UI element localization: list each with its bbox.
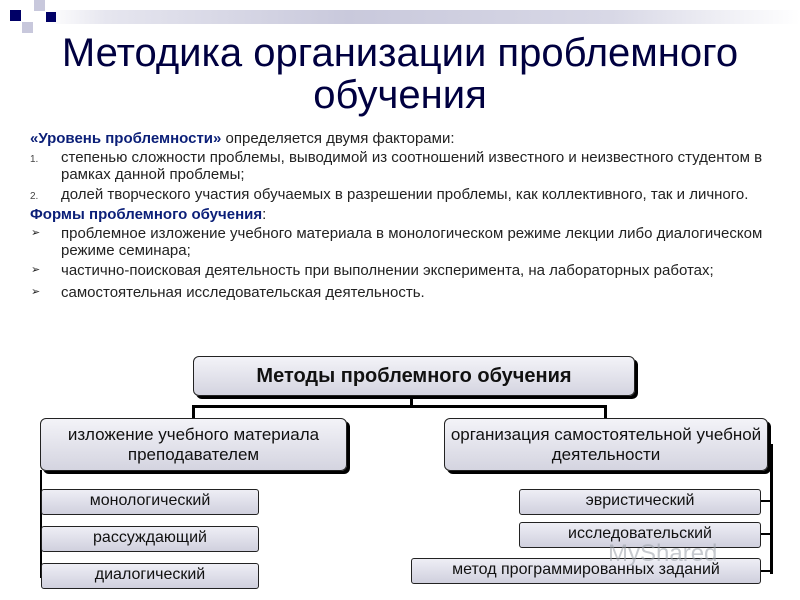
arrow-bullet-icon: ➢ — [31, 286, 41, 298]
left-trunk-line — [40, 470, 42, 578]
method-monological: монологический — [41, 489, 259, 515]
teacher-presentation-box: изложение учебного материала преподавателем — [40, 418, 347, 471]
method-dialogical: диалогический — [41, 563, 259, 589]
watermark-logo: MyShared — [608, 540, 718, 567]
forms-heading-colon: : — [262, 206, 267, 223]
factor-number: 1. — [30, 154, 39, 165]
independent-activity-box: организация самостоятельной учебной деятельности — [444, 418, 768, 471]
form-text: частично-поисковая деятельность при выполнении эксперимента, на лабораторных работах; — [61, 262, 714, 279]
right-branch-1 — [760, 500, 772, 502]
right-trunk-line — [770, 444, 773, 574]
right-branch-2 — [760, 533, 772, 535]
form-item — [30, 284, 770, 301]
arrow-bullet-icon: ➢ — [31, 264, 41, 276]
page-title: Методика организации проблемного обучения — [61, 31, 739, 117]
intro-rest: определяется двумя факторами: — [221, 130, 455, 147]
factor-text: долей творческого участия обучаемых в разрешении проблемы, как коллективного, так и личного. — [61, 186, 749, 203]
header-gradient-bar — [46, 10, 800, 24]
method-research: исследовательский — [519, 522, 761, 548]
form-item — [30, 262, 770, 279]
form-text: самостоятельная исследовательская деятельность. — [61, 284, 425, 301]
body-text — [30, 130, 770, 304]
factor-item — [30, 186, 770, 203]
connector-right-down — [604, 405, 607, 418]
forms-heading-label: Формы проблемного обучения — [30, 206, 263, 223]
method-reasoning: рассуждающий — [41, 526, 259, 552]
deco-square-2 — [34, 0, 45, 11]
forms-heading — [30, 206, 770, 223]
method-programmed-tasks: метод программированных заданий — [411, 558, 761, 584]
methods-root-box: Методы проблемного обучения — [193, 356, 635, 396]
intro-quoted: «Уровень проблемности» — [30, 130, 222, 147]
form-item — [30, 225, 770, 259]
form-text: проблемное изложение учебного материала в монологическом режиме лекции либо диалогическом режиме семинара; — [61, 225, 763, 259]
deco-square-4 — [46, 12, 56, 22]
connector-left-down — [192, 405, 195, 418]
connector-horizontal — [192, 405, 607, 408]
right-branch-3 — [760, 570, 772, 572]
intro-line — [30, 130, 770, 147]
factor-item — [30, 149, 770, 183]
factor-number: 2. — [30, 191, 39, 202]
method-heuristic: эвристический — [519, 489, 761, 515]
factor-text: степенью сложности проблемы, выводимой из соотношений известного и неизвестного студентом в рамках данной проблемы; — [61, 149, 763, 183]
arrow-bullet-icon: ➢ — [31, 227, 41, 239]
deco-square-1 — [10, 10, 21, 21]
